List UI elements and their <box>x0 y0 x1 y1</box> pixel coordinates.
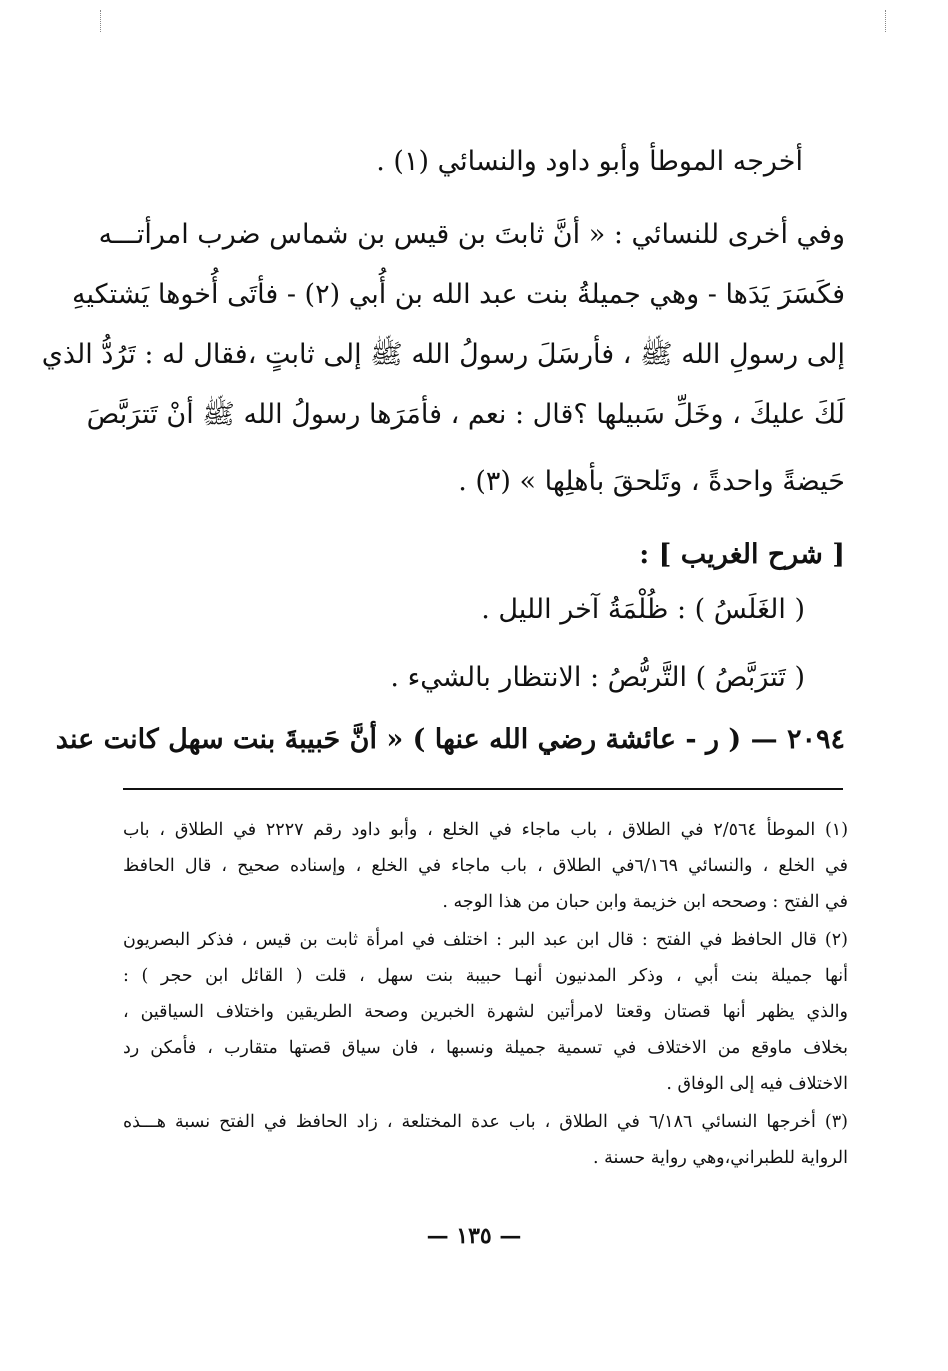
gharib-heading: [ شرح الغريب ] : <box>639 539 845 570</box>
main-line-1: أخرجه الموطأ وأبو داود والنسائي (١) . <box>376 146 803 177</box>
footnote-2-line-1: (٢) قال الحافظ في الفتح : قال ابن عبد البر : اختلف في امرأة ثابت بن قيس ، فذكر البصريون <box>123 930 848 950</box>
footnote-1-line-3: في الفتح : وصححه ابن خزيمة وابن حبان من هذا الوجه . <box>442 892 848 912</box>
footnote-2-line-5: الاختلاف فيه إلى الوفاق . <box>666 1074 848 1094</box>
main-line-5: لَكَ عليكَ ، وخَلِّ سَبيلها ؟قال : نعم ، فأمَرَها رسولُ الله ﷺ أنْ تَترَبَّصَ <box>86 399 845 430</box>
main-line-6: حَيضةً واحدةً ، وتَلحقَ بأهلِها » (٣) . <box>458 466 845 497</box>
footnotes-block <box>123 812 848 1192</box>
main-line-3: فكَسَرَ يَدَها - وهي جميلةُ بنت عبد الله بن أُبي (٢) - فأتَى أُخوها يَشتكيهِ <box>72 279 845 310</box>
footnote-2-line-4: بخلاف ماوقع من الاختلاف في تسمية جميلة ونسبها ، فان سياق قصتها متقارب ، فأمكن رد <box>123 1038 848 1058</box>
main-text-block <box>41 140 845 760</box>
scan-mark-left <box>100 10 105 32</box>
hadith-2094-start: ٢٠٩٤ — ( ر - عائشة رضي الله عنها ) « أنَّ حَبيبةَ بنت سهل كانت عند <box>55 724 845 755</box>
footnote-3-line-1: (٣) أخرجها النسائي ٦/١٨٦ في الطلاق ، باب عدة المختلعة ، زاد الحافظ في الفتح نسبة هـــذه <box>123 1112 848 1132</box>
footnote-2-line-3: والذي يظهر أنها قصتان وقعتا لامرأتين لشهرة الخبرين وصحة الطريقين واختلاف السياقين ، <box>123 1002 848 1022</box>
gloss-line-1: ( الغَلَسُ ) : ظُلْمَةُ آخر الليل . <box>481 594 805 625</box>
gloss-line-2: ( تَترَبَّصُ ) التَّربُّصُ : الانتظار بالشيء . <box>390 662 805 693</box>
main-line-4: إلى رسولِ الله ﷺ ، فأرسَلَ رسولُ الله ﷺ إلى ثابتٍ ،فقال له : تَرُدُّ الذي <box>41 339 845 370</box>
footnote-1-line-2: في الخلع ، والنسائي ٦/١٦٩في الطلاق ، باب ماجاء في الخلع ، وإسناده صحيح ، قال الحافظ <box>123 856 848 876</box>
main-line-2: وفي أخرى للنسائي : « أنَّ ثابتَ بن قيس بن شماس ضرب امرأتـــه <box>98 219 845 250</box>
footnote-divider <box>123 788 843 790</box>
footnote-3-line-2: الرواية للطبراني،وهي رواية حسنة . <box>593 1148 848 1168</box>
footnote-1-line-1: (١) الموطأ ٢/٥٦٤ في الطلاق ، باب ماجاء في الخلع ، وأبو داود رقم ٢٢٢٧ في الطلاق ، باب <box>123 820 849 840</box>
scan-mark-right <box>885 10 890 32</box>
footnote-2-line-2: أنها جميلة بنت أبي ، وذكر المدنيون أنهـا حبيبة بنت سهل ، قلت ( القائل ابن حجر ) : <box>123 966 848 986</box>
page-number: — ١٣٥ — <box>426 1223 522 1249</box>
